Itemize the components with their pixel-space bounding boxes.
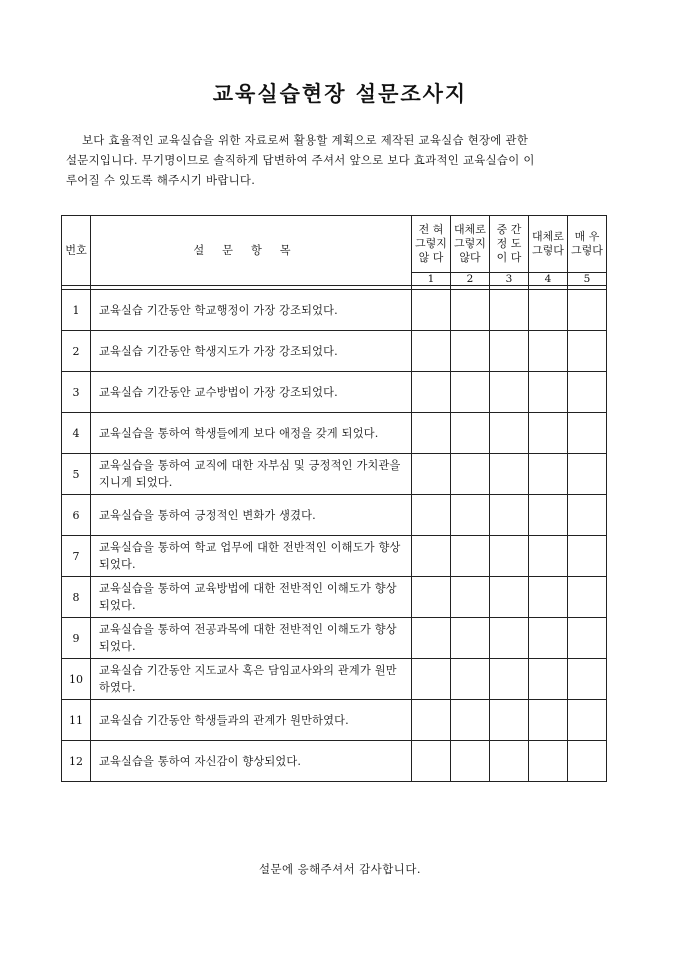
- answer-cell-4[interactable]: [529, 659, 568, 700]
- answer-cell-2[interactable]: [451, 413, 490, 454]
- col-header-option: [568, 216, 607, 273]
- col-header-option: [529, 216, 568, 273]
- answer-cell-2[interactable]: [451, 331, 490, 372]
- answer-cell-4[interactable]: [529, 741, 568, 782]
- table-row: [62, 700, 607, 741]
- question-text: 교육실습을 통하여 자신감이 향상되었다.: [91, 741, 412, 782]
- answer-cell-1[interactable]: [412, 495, 451, 536]
- option-label: 전 혀: [418, 223, 444, 236]
- question-number: 8: [62, 577, 91, 618]
- answer-cell-5[interactable]: [568, 372, 607, 413]
- answer-cell-4[interactable]: [529, 618, 568, 659]
- question-number: 1: [62, 290, 91, 331]
- option-number: 4: [529, 273, 568, 286]
- option-label: 중 간: [496, 223, 522, 236]
- option-number: 3: [490, 273, 529, 286]
- answer-cell-1[interactable]: [412, 741, 451, 782]
- option-number: 5: [568, 273, 607, 286]
- col-header-option: [490, 216, 529, 273]
- answer-cell-4[interactable]: [529, 577, 568, 618]
- answer-cell-1[interactable]: [412, 372, 451, 413]
- table-row: [62, 413, 607, 454]
- answer-cell-3[interactable]: [490, 659, 529, 700]
- answer-cell-1[interactable]: [412, 577, 451, 618]
- question-text: 교육실습을 통하여 전공과목에 대한 전반적인 이해도가 향상되었다.: [91, 618, 412, 659]
- answer-cell-3[interactable]: [490, 495, 529, 536]
- option-label: 그렇다: [532, 244, 564, 257]
- intro-line: 보다 효율적인 교육실습을 위한 자료로써 활용할 계획으로 제작된 교육실습 현장에 관한: [82, 133, 529, 147]
- col-header-option: [451, 216, 490, 273]
- question-text: 교육실습을 통하여 학교 업무에 대한 전반적인 이해도가 향상되었다.: [91, 536, 412, 577]
- answer-cell-2[interactable]: [451, 495, 490, 536]
- intro-line: 루어질 수 있도록 해주시기 바랍니다.: [66, 173, 256, 187]
- answer-cell-4[interactable]: [529, 536, 568, 577]
- answer-cell-5[interactable]: [568, 700, 607, 741]
- answer-cell-4[interactable]: [529, 331, 568, 372]
- answer-cell-3[interactable]: [490, 290, 529, 331]
- option-label: 않다: [459, 251, 481, 264]
- answer-cell-5[interactable]: [568, 659, 607, 700]
- question-number: 9: [62, 618, 91, 659]
- answer-cell-4[interactable]: [529, 495, 568, 536]
- question-text: 교육실습 기간동안 교수방법이 가장 강조되었다.: [91, 372, 412, 413]
- answer-cell-3[interactable]: [490, 741, 529, 782]
- intro-line: 설문지입니다. 무기명이므로 솔직하게 답변하여 주셔서 앞으로 보다 효과적인 교육실습이 이: [66, 153, 535, 167]
- answer-cell-4[interactable]: [529, 413, 568, 454]
- table-row: [62, 372, 607, 413]
- footer-thanks: 설문에 응해주셔서 감사합니다.: [259, 862, 421, 876]
- answer-cell-2[interactable]: [451, 577, 490, 618]
- table-row: [62, 290, 607, 331]
- answer-cell-5[interactable]: [568, 495, 607, 536]
- answer-cell-3[interactable]: [490, 536, 529, 577]
- answer-cell-4[interactable]: [529, 290, 568, 331]
- answer-cell-5[interactable]: [568, 454, 607, 495]
- question-text: 교육실습 기간동안 학교행정이 가장 강조되었다.: [91, 290, 412, 331]
- answer-cell-2[interactable]: [451, 618, 490, 659]
- question-number: 7: [62, 536, 91, 577]
- answer-cell-1[interactable]: [412, 331, 451, 372]
- table-row: [62, 659, 607, 700]
- question-number: 11: [62, 700, 91, 741]
- page-title: 교육실습현장 설문조사지: [212, 81, 468, 106]
- question-number: 5: [62, 454, 91, 495]
- question-number: 6: [62, 495, 91, 536]
- table-row: [62, 536, 607, 577]
- answer-cell-5[interactable]: [568, 618, 607, 659]
- answer-cell-3[interactable]: [490, 700, 529, 741]
- question-text: 교육실습 기간동안 학생들과의 관계가 원만하였다.: [91, 700, 412, 741]
- question-number: 3: [62, 372, 91, 413]
- answer-cell-1[interactable]: [412, 454, 451, 495]
- option-label: 이 다: [496, 251, 522, 264]
- question-number: 10: [62, 659, 91, 700]
- intro-paragraph: [66, 130, 616, 190]
- table-row: [62, 454, 607, 495]
- col-header-question: 설문항목: [91, 216, 412, 286]
- table-row: [62, 618, 607, 659]
- answer-cell-4[interactable]: [529, 372, 568, 413]
- answer-cell-4[interactable]: [529, 700, 568, 741]
- answer-cell-3[interactable]: [490, 413, 529, 454]
- option-label: 정 도: [496, 237, 522, 250]
- answer-cell-3[interactable]: [490, 331, 529, 372]
- answer-cell-2[interactable]: [451, 659, 490, 700]
- option-number: 2: [451, 273, 490, 286]
- answer-cell-1[interactable]: [412, 618, 451, 659]
- question-text: 교육실습 기간동안 학생지도가 가장 강조되었다.: [91, 331, 412, 372]
- answer-cell-2[interactable]: [451, 372, 490, 413]
- answer-cell-5[interactable]: [568, 290, 607, 331]
- table-row: [62, 331, 607, 372]
- col-header-number: 번호: [62, 216, 91, 286]
- answer-cell-5[interactable]: [568, 741, 607, 782]
- answer-cell-3[interactable]: [490, 618, 529, 659]
- question-text: 교육실습을 통하여 교직에 대한 자부심 및 긍정적인 가치관을 지니게 되었다.: [91, 454, 412, 495]
- option-label: 대체로: [454, 223, 486, 236]
- answer-cell-2[interactable]: [451, 536, 490, 577]
- answer-cell-2[interactable]: [451, 700, 490, 741]
- answer-cell-1[interactable]: [412, 659, 451, 700]
- option-label: 그렇지: [454, 237, 486, 250]
- table-row: [62, 577, 607, 618]
- answer-cell-3[interactable]: [490, 577, 529, 618]
- question-text: 교육실습을 통하여 교육방법에 대한 전반적인 이해도가 향상되었다.: [91, 577, 412, 618]
- answer-cell-5[interactable]: [568, 577, 607, 618]
- table-row: [62, 741, 607, 782]
- answer-cell-3[interactable]: [490, 372, 529, 413]
- answer-cell-5[interactable]: [568, 413, 607, 454]
- question-number: 4: [62, 413, 91, 454]
- answer-cell-1[interactable]: [412, 290, 451, 331]
- option-label: 않 다: [418, 251, 444, 264]
- answer-cell-2[interactable]: [451, 741, 490, 782]
- col-header-option: [412, 216, 451, 273]
- question-text: 교육실습 기간동안 지도교사 혹은 담임교사와의 관계가 원만하였다.: [91, 659, 412, 700]
- answer-cell-1[interactable]: [412, 536, 451, 577]
- answer-cell-1[interactable]: [412, 413, 451, 454]
- survey-table: [61, 215, 607, 782]
- table-row: [62, 495, 607, 536]
- answer-cell-5[interactable]: [568, 536, 607, 577]
- question-number: 12: [62, 741, 91, 782]
- option-number: 1: [412, 273, 451, 286]
- option-label: 대체로: [532, 230, 564, 243]
- answer-cell-2[interactable]: [451, 454, 490, 495]
- answer-cell-3[interactable]: [490, 454, 529, 495]
- option-label: 매 우: [574, 230, 600, 243]
- option-label: 그렇지: [415, 237, 447, 250]
- question-text: 교육실습을 통하여 학생들에게 보다 애정을 갖게 되었다.: [91, 413, 412, 454]
- option-label: 그렇다: [571, 244, 603, 257]
- answer-cell-5[interactable]: [568, 331, 607, 372]
- answer-cell-1[interactable]: [412, 700, 451, 741]
- question-text: 교육실습을 통하여 긍정적인 변화가 생겼다.: [91, 495, 412, 536]
- answer-cell-4[interactable]: [529, 454, 568, 495]
- answer-cell-2[interactable]: [451, 290, 490, 331]
- question-number: 2: [62, 331, 91, 372]
